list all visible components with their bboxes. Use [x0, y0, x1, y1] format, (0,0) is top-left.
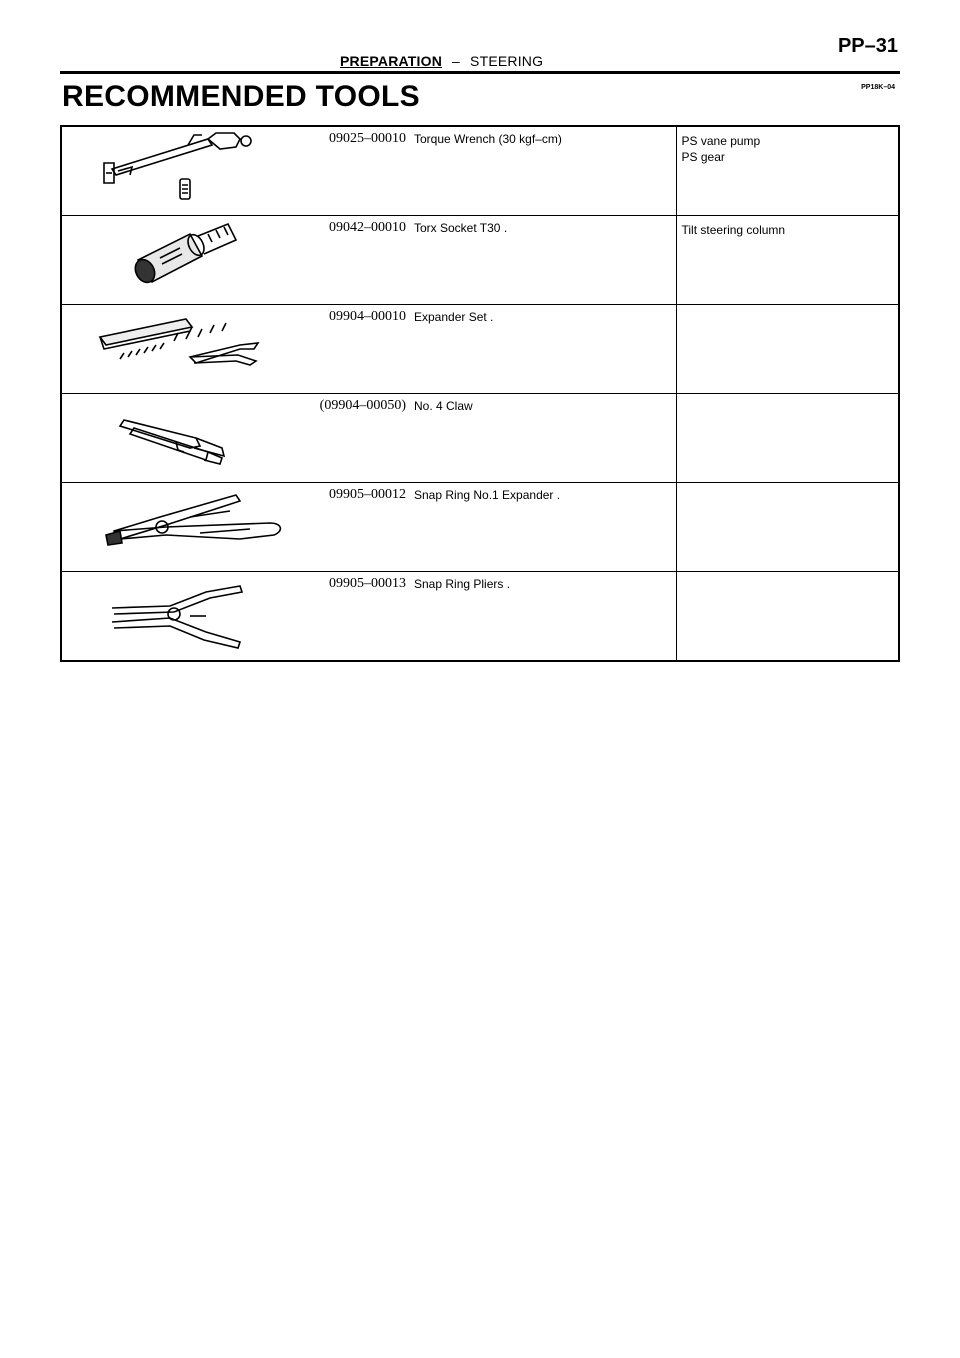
usage-cell: [676, 572, 899, 662]
page-number: PP–31: [837, 35, 898, 57]
tool-name: Torx Socket T30 .: [414, 221, 508, 235]
tool-row: [61, 216, 899, 305]
usage-cell: [676, 483, 899, 572]
usage-cell: [676, 305, 899, 394]
tool-cell: [61, 126, 676, 216]
usage-cell: [676, 216, 899, 305]
expander-set-icon: [90, 309, 290, 383]
tool-cell: [61, 216, 676, 305]
part-number: 09904–00010: [329, 309, 406, 324]
tool-row: [61, 483, 899, 572]
section-header: [340, 53, 543, 69]
tools-table: [60, 125, 900, 662]
usage-text: Tilt steering column: [681, 223, 786, 237]
part-number: 09905–00013: [329, 576, 406, 591]
tool-cell: [61, 572, 676, 662]
page-title: RECOMMENDED TOOLS: [62, 80, 420, 113]
tool-name: Expander Set .: [414, 310, 494, 324]
usage-cell: [676, 394, 899, 483]
part-number: 09042–00010: [329, 220, 406, 235]
section-separator: –: [452, 53, 461, 69]
snap-ring-pliers-icon: [90, 576, 290, 650]
torx-socket-icon: [90, 220, 290, 294]
usage-text: PS gear: [681, 150, 725, 164]
subsection-title: STEERING: [470, 53, 544, 69]
torque-wrench-icon: [90, 131, 290, 205]
header-rule: [60, 71, 900, 74]
part-number: 09025–00010: [329, 131, 406, 146]
tool-row: [61, 572, 899, 662]
part-number: (09904–00050): [319, 398, 406, 413]
snap-ring-expander-icon: [90, 487, 290, 561]
usage-text: PS vane pump: [681, 134, 761, 148]
tool-cell: [61, 305, 676, 394]
section-title: PREPARATION: [340, 53, 443, 69]
tool-row: [61, 394, 899, 483]
tool-row: [61, 126, 899, 216]
tool-name: Snap Ring Pliers .: [414, 577, 511, 591]
claw-icon: [90, 398, 290, 472]
tool-row: [61, 305, 899, 394]
tool-name: Snap Ring No.1 Expander .: [414, 488, 561, 502]
part-number: 09905–00012: [329, 487, 406, 502]
tool-name: Torque Wrench (30 kgf–cm): [414, 132, 562, 146]
usage-cell: [676, 126, 899, 216]
reference-code: PP18K–04: [861, 84, 895, 91]
tool-cell: [61, 394, 676, 483]
tool-cell: [61, 483, 676, 572]
tool-name: No. 4 Claw: [414, 399, 473, 413]
